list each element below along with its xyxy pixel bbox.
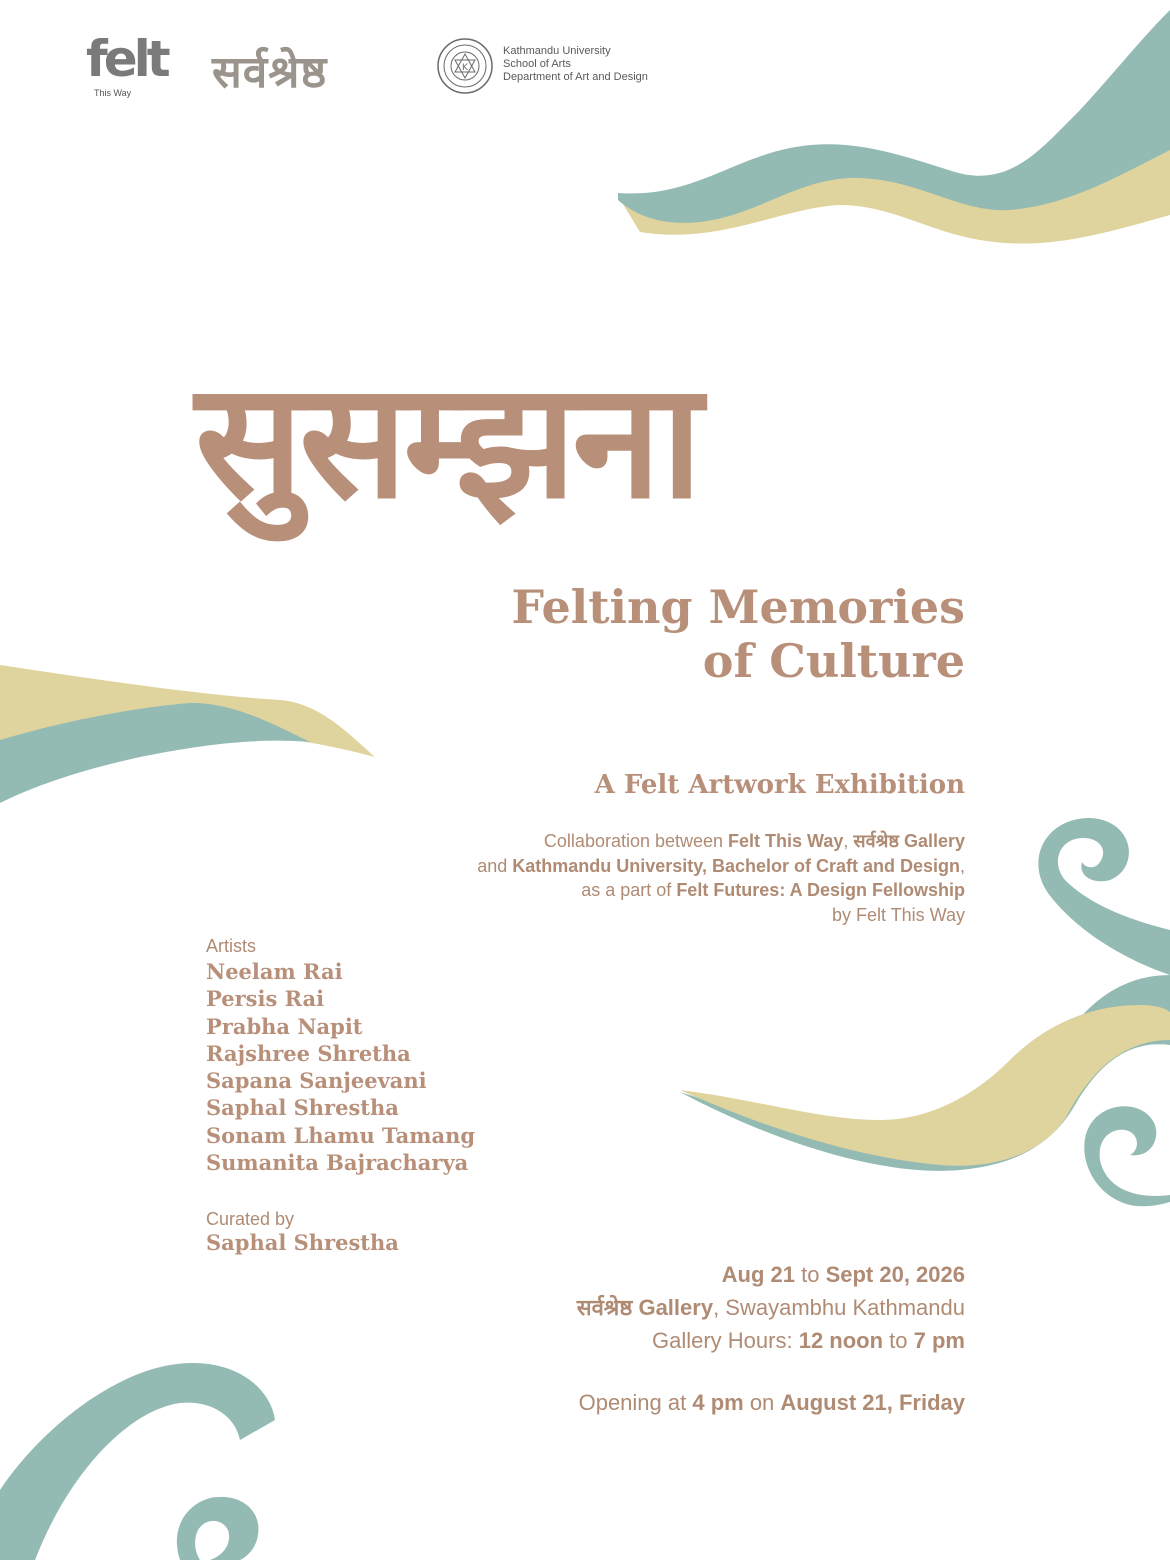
artist-name: Saphal Shrestha (206, 1095, 399, 1121)
artist-name: Sonam Lhamu Tamang (206, 1122, 476, 1148)
hours-end: 7 pm (913, 1328, 965, 1353)
artist-name: Rajshree Shretha (206, 1040, 411, 1066)
opening-time: 4 pm (692, 1390, 744, 1415)
collab-line-1 (345, 829, 965, 854)
opening-prefix: Opening at (578, 1390, 693, 1415)
event-dates (365, 1258, 965, 1291)
hours-start: 12 noon (798, 1328, 884, 1353)
hours-to: to (883, 1328, 914, 1353)
event-venue (365, 1291, 965, 1324)
felt-this-way-logo (86, 30, 186, 100)
collab-gallery: सर्वश्रेष्ठ Gallery (853, 831, 965, 851)
artist-name: Sumanita Bajracharya (206, 1150, 469, 1176)
venue-location: , Swayambhu Kathmandu (713, 1295, 965, 1320)
collaboration-text (345, 829, 965, 927)
spiral-right-teal (1038, 818, 1170, 975)
collab-comma: , (843, 831, 854, 851)
opening-date: August 21, Friday (780, 1390, 965, 1415)
svg-text:K: K (462, 63, 468, 73)
ku-line-school: School of Arts (503, 58, 571, 70)
sarvashrestha-gallery-logo: सर्वश्रेष्ठ (212, 47, 328, 98)
felt-logo-word: felt (86, 30, 167, 88)
collab-line-3 (345, 878, 965, 903)
kathmandu-university-seal-icon (436, 37, 494, 95)
opening-info (365, 1390, 965, 1416)
collab-part-of: as a part of (581, 880, 677, 900)
artist-list (206, 958, 475, 1176)
opening-on: on (743, 1390, 781, 1415)
collab-ku: Kathmandu University, Bachelor of Craft and Design (512, 855, 960, 876)
felt-logo-tagline: This Way (94, 88, 132, 98)
date-to: to (794, 1262, 826, 1287)
subtitle-line-2: of Culture (702, 634, 965, 688)
collab-fellowship: Felt Futures: A Design Fellowship (676, 880, 965, 900)
collab-and: and (477, 855, 513, 876)
spiral-right-lower-teal (1084, 1106, 1170, 1206)
collab-comma-2: , (959, 855, 965, 876)
venue-name: सर्वश्रेष्ठ Gallery (576, 1295, 714, 1320)
ku-line-university: Kathmandu University (503, 45, 611, 57)
artists-label: Artists (206, 936, 257, 956)
devanagari-title: सुसम्झना (195, 346, 699, 534)
artist-name: Persis Rai (206, 986, 325, 1012)
curated-by-label: Curated by (206, 1209, 295, 1229)
curator-name: Saphal Shrestha (206, 1230, 399, 1255)
ku-line-department: Department of Art and Design (503, 71, 648, 83)
ku-department-text (503, 45, 648, 84)
artist-name: Neelam Rai (206, 959, 343, 984)
collab-line-4: by Felt This Way (831, 904, 965, 925)
exhibition-type: A Felt Artwork Exhibition (594, 770, 965, 800)
collab-text-a: Collaboration between (543, 831, 729, 851)
swirl-bottom-left-teal-curl (177, 1497, 259, 1560)
subtitle-line-1: Felting Memories (511, 580, 965, 634)
date-end: Sept 20, 2026 (825, 1262, 965, 1287)
artist-name: Sapana Sanjeevani (206, 1068, 427, 1094)
event-hours (365, 1324, 965, 1357)
date-start: Aug 21 (721, 1262, 795, 1287)
subtitle (405, 580, 965, 688)
artist-name: Prabha Napit (206, 1013, 363, 1039)
collab-line-2 (345, 854, 965, 879)
hours-label: Gallery Hours: (652, 1328, 799, 1353)
event-details (365, 1258, 965, 1357)
collab-felt-this-way: Felt This Way (728, 831, 844, 851)
